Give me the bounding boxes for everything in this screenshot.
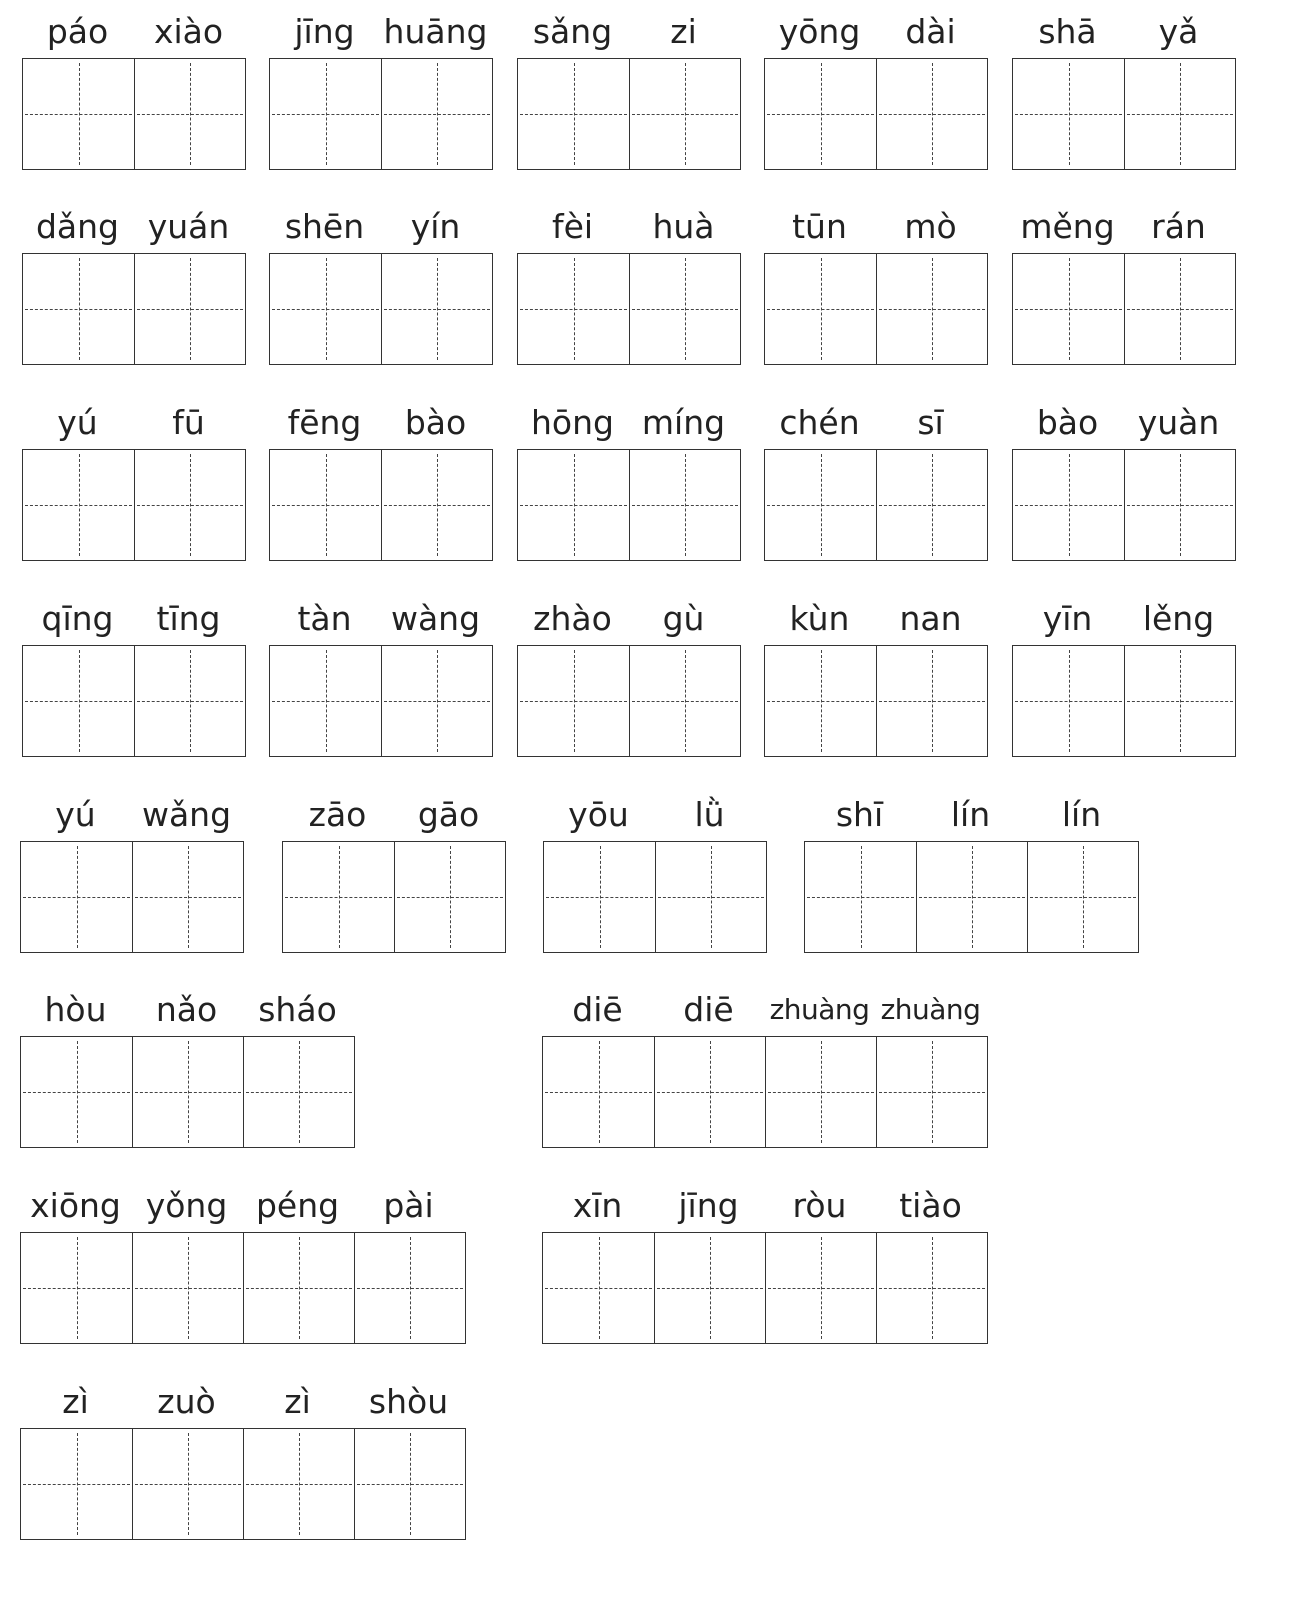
pinyin-row — [20, 1184, 466, 1228]
character-writing-box[interactable] — [354, 1233, 465, 1343]
horizontal-guide-line — [632, 701, 738, 702]
word-group — [1012, 597, 1236, 757]
horizontal-guide-line — [137, 505, 243, 506]
tianzige-grid — [764, 645, 988, 757]
pinyin-row — [22, 597, 246, 641]
character-writing-box[interactable] — [270, 450, 381, 560]
character-writing-box[interactable] — [876, 1233, 987, 1343]
pinyin-row — [764, 401, 988, 445]
tianzige-grid — [1012, 645, 1236, 757]
pinyin-syllable: huà — [652, 207, 715, 246]
character-writing-box[interactable] — [132, 1233, 243, 1343]
character-writing-box[interactable] — [1124, 254, 1235, 364]
word-group — [517, 401, 741, 561]
horizontal-guide-line — [657, 1092, 763, 1093]
pinyin-row — [804, 793, 1139, 837]
pinyin-syllable: zhuàng — [880, 993, 981, 1026]
character-writing-box[interactable] — [132, 1037, 243, 1147]
word-group — [20, 1184, 466, 1344]
pinyin-syllable: yōng — [778, 12, 861, 51]
pinyin-syllable: yīn — [1042, 599, 1093, 638]
tianzige-grid — [20, 1036, 355, 1148]
word-group — [1012, 205, 1236, 365]
character-writing-box[interactable] — [394, 842, 505, 952]
horizontal-guide-line — [137, 114, 243, 115]
character-writing-box[interactable] — [243, 1233, 354, 1343]
pinyin-row — [517, 205, 741, 249]
pinyin-syllable: nǎo — [155, 990, 218, 1029]
word-group — [517, 205, 741, 365]
pinyin-row — [20, 793, 244, 837]
character-writing-box[interactable] — [765, 1233, 876, 1343]
word-group — [22, 597, 246, 757]
horizontal-guide-line — [285, 897, 392, 898]
horizontal-guide-line — [1015, 309, 1122, 310]
pinyin-syllable: xīn — [572, 1186, 623, 1225]
pinyin-syllable: tàn — [297, 599, 352, 638]
horizontal-guide-line — [25, 701, 132, 702]
horizontal-guide-line — [1127, 701, 1233, 702]
tianzige-grid — [282, 841, 506, 953]
tianzige-grid — [22, 449, 246, 561]
character-writing-box[interactable] — [23, 646, 134, 756]
pinyin-row — [517, 401, 741, 445]
horizontal-guide-line — [246, 1092, 352, 1093]
pinyin-syllable: bào — [1036, 403, 1099, 442]
character-writing-box[interactable] — [134, 450, 245, 560]
tianzige-grid — [517, 645, 741, 757]
pinyin-syllable: fū — [172, 403, 205, 442]
pinyin-row — [282, 793, 506, 837]
horizontal-guide-line — [632, 505, 738, 506]
pinyin-syllable: yǎ — [1158, 12, 1199, 51]
character-writing-box[interactable] — [21, 1233, 132, 1343]
horizontal-guide-line — [1030, 897, 1136, 898]
character-writing-box[interactable] — [629, 450, 740, 560]
character-writing-box[interactable] — [916, 842, 1027, 952]
pinyin-syllable: qīng — [41, 599, 114, 638]
horizontal-guide-line — [879, 701, 985, 702]
tianzige-grid — [20, 1428, 466, 1540]
tianzige-grid — [22, 58, 246, 170]
horizontal-guide-line — [135, 897, 241, 898]
word-group — [20, 988, 355, 1148]
word-group — [269, 205, 493, 365]
character-writing-box[interactable] — [21, 842, 132, 952]
pinyin-syllable: péng — [255, 1186, 340, 1225]
word-group — [764, 401, 988, 561]
pinyin-row — [22, 401, 246, 445]
horizontal-guide-line — [246, 1288, 352, 1289]
horizontal-guide-line — [397, 897, 503, 898]
pinyin-syllable: dài — [905, 12, 956, 51]
character-writing-box[interactable] — [518, 59, 629, 169]
character-writing-box[interactable] — [381, 450, 492, 560]
character-writing-box[interactable] — [381, 646, 492, 756]
character-writing-box[interactable] — [518, 254, 629, 364]
horizontal-guide-line — [807, 897, 914, 898]
character-writing-box[interactable] — [876, 1037, 987, 1147]
character-writing-box[interactable] — [270, 59, 381, 169]
horizontal-guide-line — [384, 701, 490, 702]
horizontal-guide-line — [767, 701, 874, 702]
character-writing-box[interactable] — [876, 450, 987, 560]
horizontal-guide-line — [879, 309, 985, 310]
pinyin-syllable: diē — [572, 990, 623, 1029]
tianzige-grid — [22, 645, 246, 757]
word-group — [517, 597, 741, 757]
pinyin-row — [764, 205, 988, 249]
horizontal-guide-line — [135, 1092, 241, 1093]
tianzige-grid — [764, 253, 988, 365]
character-writing-box[interactable] — [876, 254, 987, 364]
pinyin-syllable: zì — [284, 1382, 311, 1421]
horizontal-guide-line — [384, 114, 490, 115]
character-writing-box[interactable] — [765, 646, 876, 756]
pinyin-syllable: měng — [1020, 207, 1115, 246]
horizontal-guide-line — [272, 114, 379, 115]
pinyin-syllable: kùn — [789, 599, 850, 638]
character-writing-box[interactable] — [354, 1429, 465, 1539]
tianzige-grid — [804, 841, 1139, 953]
pinyin-syllable: zuò — [157, 1382, 216, 1421]
pinyin-syllable: xiào — [153, 12, 224, 51]
horizontal-guide-line — [545, 1288, 652, 1289]
horizontal-guide-line — [520, 309, 627, 310]
horizontal-guide-line — [23, 1288, 130, 1289]
character-writing-box[interactable] — [654, 1037, 765, 1147]
pinyin-syllable: zāo — [308, 795, 367, 834]
horizontal-guide-line — [546, 897, 653, 898]
word-group — [269, 401, 493, 561]
horizontal-guide-line — [1015, 114, 1122, 115]
tianzige-grid — [1012, 253, 1236, 365]
pinyin-row — [1012, 597, 1236, 641]
horizontal-guide-line — [520, 701, 627, 702]
pinyin-syllable: páo — [46, 12, 109, 51]
word-group — [542, 988, 988, 1148]
horizontal-guide-line — [1127, 505, 1233, 506]
word-group — [20, 1380, 466, 1540]
character-writing-box[interactable] — [544, 842, 655, 952]
pinyin-row — [1012, 401, 1236, 445]
horizontal-guide-line — [23, 897, 130, 898]
word-group — [22, 10, 246, 170]
character-writing-box[interactable] — [543, 1233, 654, 1343]
horizontal-guide-line — [135, 1288, 241, 1289]
pinyin-row — [269, 401, 493, 445]
character-writing-box[interactable] — [270, 646, 381, 756]
pinyin-syllable: yín — [410, 207, 461, 246]
pinyin-row — [764, 597, 988, 641]
pinyin-syllable: chén — [779, 403, 860, 442]
pinyin-syllable: yǒng — [145, 1186, 228, 1225]
character-writing-box[interactable] — [243, 1037, 354, 1147]
pinyin-syllable: yú — [55, 795, 96, 834]
horizontal-guide-line — [520, 114, 627, 115]
pinyin-syllable: fēng — [287, 403, 362, 442]
pinyin-row — [269, 10, 493, 54]
character-writing-box[interactable] — [765, 254, 876, 364]
word-group — [20, 793, 244, 953]
word-group — [1012, 401, 1236, 561]
character-writing-box[interactable] — [629, 59, 740, 169]
pinyin-syllable: zhuàng — [769, 993, 870, 1026]
tianzige-grid — [269, 58, 493, 170]
character-writing-box[interactable] — [1013, 450, 1124, 560]
horizontal-guide-line — [357, 1484, 463, 1485]
pinyin-syllable: dǎng — [35, 207, 120, 246]
pinyin-syllable: mò — [904, 207, 957, 246]
character-writing-box[interactable] — [876, 646, 987, 756]
word-group — [22, 205, 246, 365]
horizontal-guide-line — [658, 897, 764, 898]
character-writing-box[interactable] — [270, 254, 381, 364]
pinyin-syllable: shī — [835, 795, 884, 834]
character-writing-box[interactable] — [23, 450, 134, 560]
horizontal-guide-line — [135, 1484, 241, 1485]
word-group — [282, 793, 506, 953]
horizontal-guide-line — [384, 505, 490, 506]
horizontal-guide-line — [657, 1288, 763, 1289]
horizontal-guide-line — [879, 505, 985, 506]
character-writing-box[interactable] — [134, 646, 245, 756]
horizontal-guide-line — [767, 309, 874, 310]
character-writing-box[interactable] — [134, 254, 245, 364]
horizontal-guide-line — [879, 114, 985, 115]
pinyin-syllable: ròu — [792, 1186, 847, 1225]
tianzige-grid — [517, 58, 741, 170]
pinyin-syllable: tūn — [792, 207, 847, 246]
horizontal-guide-line — [520, 505, 627, 506]
pinyin-syllable: jīng — [294, 12, 355, 51]
character-writing-box[interactable] — [21, 1429, 132, 1539]
pinyin-syllable: yuán — [147, 207, 230, 246]
word-group — [269, 597, 493, 757]
pinyin-row — [542, 1184, 988, 1228]
horizontal-guide-line — [632, 114, 738, 115]
character-writing-box[interactable] — [1124, 450, 1235, 560]
pinyin-syllable: hōng — [531, 403, 614, 442]
word-group — [269, 10, 493, 170]
character-writing-box[interactable] — [765, 450, 876, 560]
character-writing-box[interactable] — [765, 59, 876, 169]
character-writing-box[interactable] — [134, 59, 245, 169]
horizontal-guide-line — [632, 309, 738, 310]
character-writing-box[interactable] — [243, 1429, 354, 1539]
pinyin-syllable: tiào — [899, 1186, 962, 1225]
horizontal-guide-line — [272, 505, 379, 506]
tianzige-grid — [764, 58, 988, 170]
word-group — [517, 10, 741, 170]
horizontal-guide-line — [384, 309, 490, 310]
pinyin-syllable: wàng — [390, 599, 481, 638]
pinyin-syllable: bào — [404, 403, 467, 442]
pinyin-syllable: huāng — [383, 12, 488, 51]
horizontal-guide-line — [23, 1092, 130, 1093]
tianzige-grid — [269, 449, 493, 561]
pinyin-syllable: xiōng — [30, 1186, 121, 1225]
horizontal-guide-line — [25, 505, 132, 506]
tianzige-grid — [1012, 58, 1236, 170]
pinyin-syllable: shòu — [368, 1382, 449, 1421]
pinyin-row — [517, 10, 741, 54]
word-group — [764, 205, 988, 365]
pinyin-syllable: míng — [641, 403, 726, 442]
pinyin-row — [20, 1380, 466, 1424]
character-writing-box[interactable] — [805, 842, 916, 952]
pinyin-syllable: yuàn — [1137, 403, 1220, 442]
character-writing-box[interactable] — [21, 1037, 132, 1147]
character-writing-box[interactable] — [1027, 842, 1138, 952]
word-group — [22, 401, 246, 561]
pinyin-syllable: sháo — [258, 990, 337, 1029]
horizontal-guide-line — [1015, 505, 1122, 506]
character-writing-box[interactable] — [518, 450, 629, 560]
character-writing-box[interactable] — [23, 59, 134, 169]
pinyin-syllable: shā — [1038, 12, 1097, 51]
pinyin-row — [22, 10, 246, 54]
pinyin-row — [269, 205, 493, 249]
horizontal-guide-line — [1015, 701, 1122, 702]
tianzige-grid — [1012, 449, 1236, 561]
tianzige-grid — [517, 253, 741, 365]
character-writing-box[interactable] — [23, 254, 134, 364]
pinyin-syllable: lěng — [1142, 599, 1215, 638]
horizontal-guide-line — [25, 309, 132, 310]
word-group — [543, 793, 767, 953]
tianzige-grid — [543, 841, 767, 953]
pinyin-syllable: pài — [383, 1186, 434, 1225]
pinyin-syllable: hòu — [44, 990, 107, 1029]
pinyin-row — [543, 793, 767, 837]
pinyin-row — [1012, 10, 1236, 54]
pinyin-row — [1012, 205, 1236, 249]
horizontal-guide-line — [137, 701, 243, 702]
character-writing-box[interactable] — [1124, 59, 1235, 169]
horizontal-guide-line — [272, 309, 379, 310]
pinyin-syllable: tīng — [156, 599, 221, 638]
pinyin-syllable: jīng — [678, 1186, 739, 1225]
pinyin-row — [269, 597, 493, 641]
character-writing-box[interactable] — [629, 646, 740, 756]
pinyin-syllable: rán — [1151, 207, 1206, 246]
tianzige-grid — [269, 645, 493, 757]
tianzige-grid — [542, 1232, 988, 1344]
horizontal-guide-line — [768, 1092, 874, 1093]
pinyin-syllable: zi — [670, 12, 697, 51]
pinyin-syllable: shēn — [284, 207, 365, 246]
character-writing-box[interactable] — [655, 842, 766, 952]
horizontal-guide-line — [23, 1484, 130, 1485]
pinyin-row — [517, 597, 741, 641]
pinyin-syllable: nan — [899, 599, 962, 638]
character-writing-box[interactable] — [1013, 646, 1124, 756]
pinyin-row — [22, 205, 246, 249]
horizontal-guide-line — [246, 1484, 352, 1485]
character-writing-box[interactable] — [876, 59, 987, 169]
tianzige-grid — [20, 1232, 466, 1344]
character-writing-box[interactable] — [654, 1233, 765, 1343]
character-writing-box[interactable] — [765, 1037, 876, 1147]
horizontal-guide-line — [25, 114, 132, 115]
character-writing-box[interactable] — [1124, 646, 1235, 756]
horizontal-guide-line — [1127, 309, 1233, 310]
character-writing-box[interactable] — [543, 1037, 654, 1147]
pinyin-syllable: lín — [950, 795, 991, 834]
pinyin-syllable: zhào — [533, 599, 612, 638]
pinyin-syllable: zì — [62, 1382, 89, 1421]
pinyin-row — [20, 988, 355, 1032]
pinyin-row — [542, 988, 988, 1032]
word-group — [804, 793, 1139, 953]
word-group — [1012, 10, 1236, 170]
character-writing-box[interactable] — [132, 842, 243, 952]
character-writing-box[interactable] — [283, 842, 394, 952]
horizontal-guide-line — [767, 505, 874, 506]
horizontal-guide-line — [1127, 114, 1233, 115]
character-writing-box[interactable] — [1013, 59, 1124, 169]
tianzige-grid — [517, 449, 741, 561]
pinyin-syllable: yōu — [568, 795, 629, 834]
character-writing-box[interactable] — [629, 254, 740, 364]
tianzige-grid — [542, 1036, 988, 1148]
horizontal-guide-line — [272, 701, 379, 702]
horizontal-guide-line — [768, 1288, 874, 1289]
horizontal-guide-line — [767, 114, 874, 115]
tianzige-grid — [269, 253, 493, 365]
character-writing-box[interactable] — [381, 59, 492, 169]
pinyin-syllable: lǜ — [694, 795, 725, 834]
word-group — [542, 1184, 988, 1344]
horizontal-guide-line — [879, 1092, 985, 1093]
horizontal-guide-line — [137, 309, 243, 310]
pinyin-syllable: sī — [917, 403, 944, 442]
tianzige-grid — [22, 253, 246, 365]
pinyin-syllable: yú — [57, 403, 98, 442]
pinyin-syllable: lín — [1061, 795, 1102, 834]
horizontal-guide-line — [919, 897, 1025, 898]
horizontal-guide-line — [879, 1288, 985, 1289]
word-group — [764, 597, 988, 757]
pinyin-syllable: gù — [662, 599, 705, 638]
pinyin-row — [764, 10, 988, 54]
pinyin-syllable: fèi — [551, 207, 594, 246]
tianzige-grid — [764, 449, 988, 561]
pinyin-syllable: gāo — [417, 795, 480, 834]
character-writing-box[interactable] — [518, 646, 629, 756]
word-group — [764, 10, 988, 170]
character-writing-box[interactable] — [132, 1429, 243, 1539]
horizontal-guide-line — [545, 1092, 652, 1093]
pinyin-syllable: diē — [683, 990, 734, 1029]
pinyin-syllable: sǎng — [532, 12, 613, 51]
pinyin-syllable: wǎng — [141, 795, 232, 834]
horizontal-guide-line — [357, 1288, 463, 1289]
character-writing-box[interactable] — [381, 254, 492, 364]
tianzige-grid — [20, 841, 244, 953]
character-writing-box[interactable] — [1013, 254, 1124, 364]
